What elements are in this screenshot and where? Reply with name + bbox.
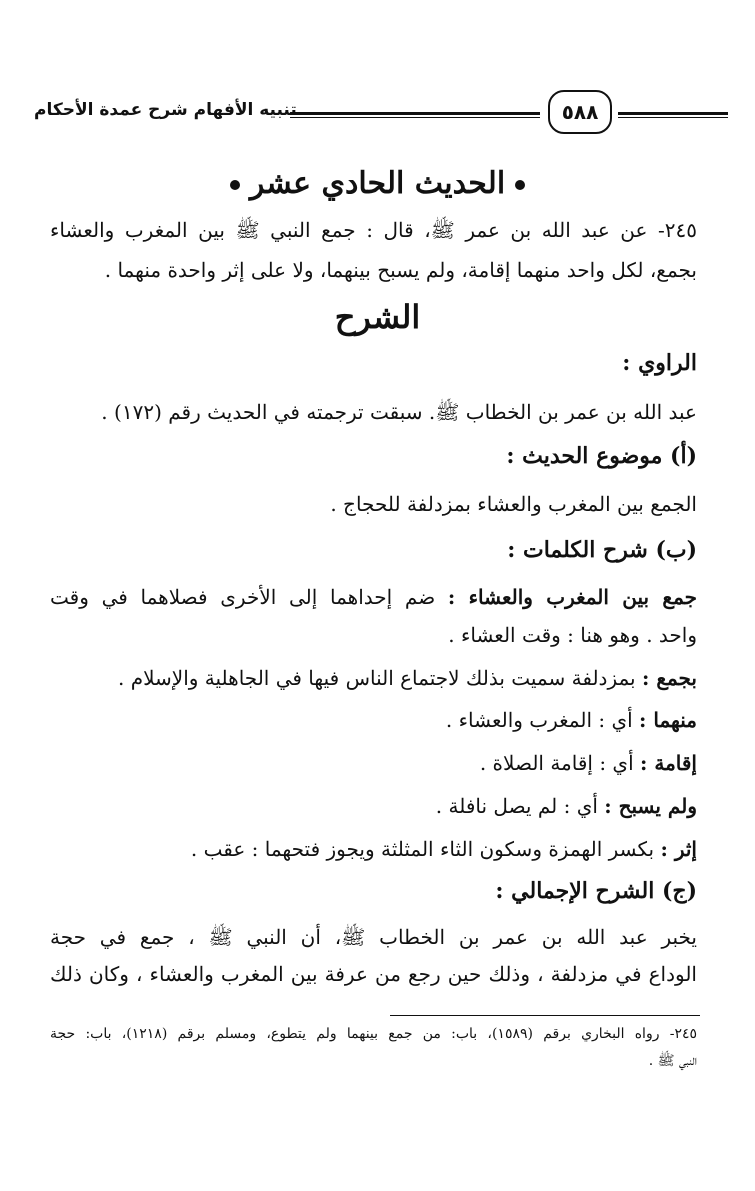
- hadith-text-line-2: بجمع، لكل واحد منهما إقامة، ولم يسبح بينهما، ولا على إثر واحدة منهما .: [104, 258, 697, 282]
- bullet-dot-icon: [230, 180, 240, 190]
- mawdu-text: الجمع بين المغرب والعشاء بمزدلفة للحجاج .: [330, 492, 697, 516]
- hadith-title: [0, 166, 755, 201]
- sharh-heading: الشرح: [334, 298, 421, 336]
- hadith-title-text: الحديث الحادي عشر: [249, 166, 506, 201]
- footnote-divider: [390, 1015, 700, 1016]
- kalimat-term: منهما :: [639, 708, 697, 732]
- kalimat-item-2: [118, 666, 697, 690]
- kalimat-definition: ضم إحداهما إلى الأخرى فصلاهما في وقت: [50, 585, 436, 609]
- rawi-text: عبد الله بن عمر بن الخطاب ﷺ. سبقت ترجمته في الحديث رقم (١٧٢) .: [101, 400, 697, 424]
- kalimat-item-5: [436, 794, 697, 818]
- ijmali-heading: (ج) الشرح الإجمالي :: [495, 878, 697, 904]
- kalimat-definition: بمزدلفة سميت بذلك لاجتماع الناس فيها في الجاهلية والإسلام .: [118, 666, 636, 690]
- kalimat-term: جمع بين المغرب والعشاء :: [447, 585, 697, 609]
- kalimat-definition: أي : إقامة الصلاة .: [479, 751, 634, 775]
- ijmali-text-line-1: يخبر عبد الله بن عمر بن الخطاب ﷺ، أن النبي ﷺ ، جمع في حجة: [50, 925, 697, 949]
- kalimat-item-4: [480, 751, 697, 775]
- running-header-title: تنبيه الأفهام شرح عمدة الأحكام: [34, 100, 297, 120]
- kalimat-term: إثر :: [660, 837, 697, 861]
- kalimat-item-1-line-1: [50, 585, 697, 609]
- page-number: ٥٨٨: [548, 90, 612, 134]
- rawi-heading: الراوي :: [622, 350, 697, 376]
- kalimat-definition: أي : المغرب والعشاء .: [445, 708, 633, 732]
- ijmali-text-line-2: الوداع في مزدلفة ، وذلك حين رجع من عرفة بين المغرب والعشاء ، وكان ذلك: [50, 962, 697, 986]
- kalimat-heading: (ب) شرح الكلمات :: [507, 537, 697, 563]
- bullet-dot-icon: [515, 180, 525, 190]
- header-rule-right: [618, 112, 728, 118]
- kalimat-definition: بكسر الهمزة وسكون الثاء المثلثة ويجوز فتحهما : عقب .: [190, 837, 655, 861]
- kalimat-item-3: [446, 708, 697, 732]
- kalimat-term: إقامة :: [640, 751, 697, 775]
- hadith-text-line-1: ٢٤٥- عن عبد الله بن عمر ﷺ، قال : جمع النبي ﷺ بين المغرب والعشاء: [50, 218, 697, 242]
- kalimat-item-1-line-2: واحد . وهو هنا : وقت العشاء .: [448, 623, 697, 647]
- kalimat-item-6: [191, 837, 697, 861]
- mawdu-heading: (أ) موضوع الحديث :: [506, 443, 697, 469]
- kalimat-term: بجمع :: [641, 666, 697, 690]
- kalimat-term: ولم يسبح :: [604, 794, 697, 818]
- header-rule-left: [290, 112, 540, 118]
- footnote-line-1: ٢٤٥- رواه البخاري برقم (١٥٨٩)، باب: من جمع بينهما ولم يتطوع، ومسلم برقم (١٢١٨)، باب: حجة: [50, 1026, 698, 1042]
- kalimat-definition: أي : لم يصل نافلة .: [435, 794, 598, 818]
- footnote-line-2: النبي ﷺ .: [648, 1053, 697, 1069]
